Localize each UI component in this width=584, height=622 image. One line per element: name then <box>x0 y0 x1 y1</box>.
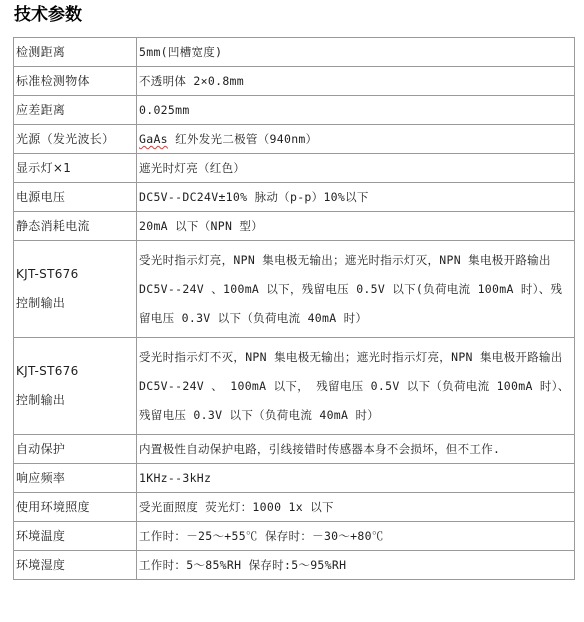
table-row <box>14 212 575 241</box>
spellcheck-word: GaAs <box>139 132 168 146</box>
row-label: 环境温度 <box>14 522 137 551</box>
table-row <box>14 464 575 493</box>
table-row <box>14 38 575 67</box>
row-value: DC5V--DC24V±10% 脉动（p-p）10%以下 <box>137 183 575 212</box>
table-row <box>14 241 575 338</box>
row-label: 静态消耗电流 <box>14 212 137 241</box>
table-row <box>14 67 575 96</box>
table-row <box>14 338 575 435</box>
row-value: 内置极性自动保护电路，引线接错时传感器本身不会损坏，但不工作. <box>137 435 575 464</box>
row-label: 检测距离 <box>14 38 137 67</box>
row-label-line: 控制输出 <box>16 296 66 310</box>
table-row <box>14 493 575 522</box>
row-value: 受光时指示灯亮，NPN 集电极无输出；遮光时指示灯灭，NPN 集电极开路输出 DC5V--24V 、100mA 以下，残留电压 0.5V 以下(负荷电流 100mA 时）、残留电压 0.3V 以下（负荷电流 40mA 时） <box>137 241 575 338</box>
table-row <box>14 551 575 580</box>
row-value: 遮光时灯亮（红色） <box>137 154 575 183</box>
row-value: 不透明体 2×0.8mm <box>137 67 575 96</box>
row-label: 光源（发光波长） <box>14 125 137 154</box>
row-label: 显示灯×1 <box>14 154 137 183</box>
row-value <box>137 125 575 154</box>
row-value: 工作时：5～85%RH 保存时:5～95%RH <box>137 551 575 580</box>
row-label: 环境湿度 <box>14 551 137 580</box>
row-label <box>14 338 137 435</box>
row-label-line: KJT-ST676 <box>16 364 79 378</box>
row-value: 0.025mm <box>137 96 575 125</box>
row-label: 应差距离 <box>14 96 137 125</box>
row-value: 20mA 以下（NPN 型） <box>137 212 575 241</box>
table-row <box>14 183 575 212</box>
row-value: 工作时：－25～+55℃ 保存时：－30～+80℃ <box>137 522 575 551</box>
row-label: 自动保护 <box>14 435 137 464</box>
row-label-line: KJT-ST676 <box>16 267 79 281</box>
table-row <box>14 96 575 125</box>
table-row <box>14 435 575 464</box>
row-label: 标准检测物体 <box>14 67 137 96</box>
row-value-text: 红外发光二极管（940nm） <box>167 132 318 146</box>
row-value: 1KHz--3kHz <box>137 464 575 493</box>
table-row <box>14 522 575 551</box>
row-value: 受光面照度 荧光灯：1000 1x 以下 <box>137 493 575 522</box>
row-label <box>14 241 137 338</box>
specs-table <box>13 37 575 580</box>
row-label-line: 控制输出 <box>16 393 66 407</box>
row-label: 响应频率 <box>14 464 137 493</box>
table-row <box>14 125 575 154</box>
row-value: 5mm(凹槽宽度) <box>137 38 575 67</box>
section-title: 技术参数 <box>14 5 82 25</box>
table-row <box>14 154 575 183</box>
row-value: 受光时指示灯不灭，NPN 集电极无输出；遮光时指示灯亮，NPN 集电极开路输出 DC5V--24V 、 100mA 以下， 残留电压 0.5V 以下（负荷电流 100mA 时）、残留电压 0.3V 以下（负荷电流 40mA 时） <box>137 338 575 435</box>
row-label: 使用环境照度 <box>14 493 137 522</box>
row-label: 电源电压 <box>14 183 137 212</box>
